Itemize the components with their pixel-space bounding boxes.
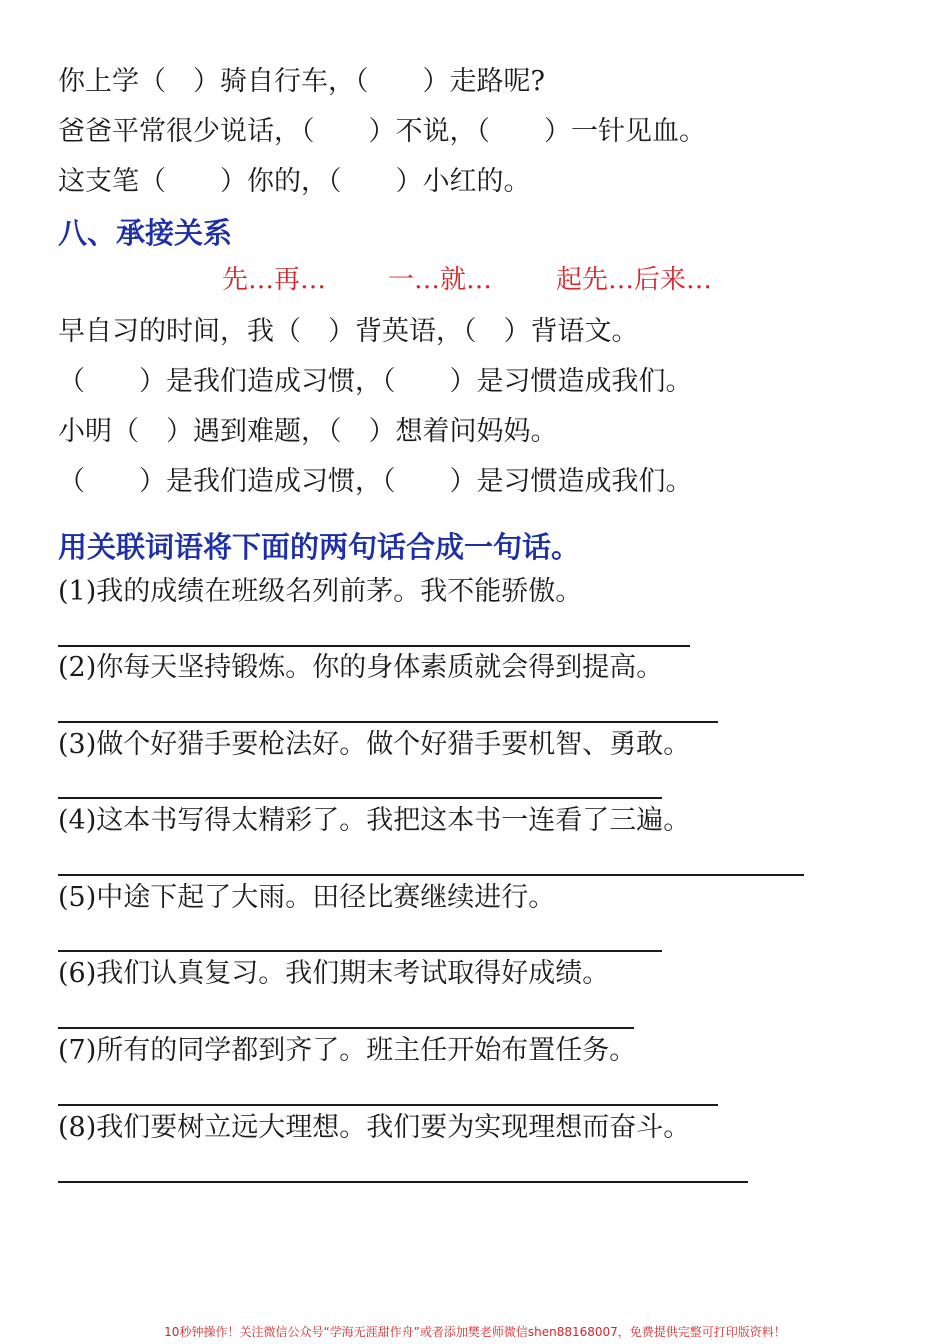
- answer-line-7[interactable]: [58, 1104, 718, 1106]
- answer-line-2[interactable]: [58, 721, 718, 723]
- combine-title: 用关联词语将下面的两句话合成一句话。: [58, 530, 581, 564]
- answer-line-4[interactable]: [58, 874, 804, 876]
- footer-notice: 10秒钟操作！关注微信公众号“学海无涯甜作舟”或者添加樊老师微信shen88168007，免费提供完整可打印版资料！: [164, 1325, 786, 1339]
- word-option-1: 先…再…: [222, 265, 327, 295]
- answer-line-1[interactable]: [58, 645, 690, 647]
- section-8-line-4: （ ）是我们造成习惯，（ ）是习惯造成我们。: [58, 466, 693, 497]
- exercise-line-2: 爸爸平常很少说话，（ ）不说，（ ）一针见血。: [58, 116, 706, 147]
- combine-item-7: (7)所有的同学都到齐了。班主任开始布置任务。: [58, 1035, 637, 1066]
- answer-line-5[interactable]: [58, 950, 662, 952]
- answer-line-6[interactable]: [58, 1027, 634, 1029]
- answer-line-8[interactable]: [58, 1181, 748, 1183]
- combine-item-3: (3)做个好猎手要枪法好。做个好猎手要机智、勇敢。: [58, 729, 691, 760]
- section-8-line-1: 早自习的时间，我（ ）背英语，（ ）背语文。: [58, 316, 639, 347]
- exercise-line-3: 这支笔（ ）你的，（ ）小红的。: [58, 166, 531, 197]
- word-option-3: 起先…后来…: [556, 265, 713, 295]
- combine-item-6: (6)我们认真复习。我们期末考试取得好成绩。: [58, 958, 610, 989]
- combine-item-8: (8)我们要树立远大理想。我们要为实现理想而奋斗。: [58, 1112, 691, 1143]
- section-8-line-2: （ ）是我们造成习惯，（ ）是习惯造成我们。: [58, 366, 693, 397]
- combine-item-1: (1)我的成绩在班级名列前茅。我不能骄傲。: [58, 576, 583, 607]
- section-8-title: 八、承接关系: [58, 216, 233, 250]
- combine-item-4: (4)这本书写得太精彩了。我把这本书一连看了三遍。: [58, 805, 691, 836]
- exercise-line-1: 你上学（ ）骑自行车，（ ）走路呢?: [58, 66, 545, 97]
- combine-item-5: (5)中途下起了大雨。田径比赛继续进行。: [58, 882, 556, 913]
- combine-item-2: (2)你每天坚持锻炼。你的身体素质就会得到提高。: [58, 652, 664, 683]
- answer-line-3[interactable]: [58, 797, 662, 799]
- section-8-line-3: 小明（ ）遇到难题，（ ）想着问妈妈。: [58, 416, 558, 447]
- word-option-2: 一…就…: [388, 265, 493, 295]
